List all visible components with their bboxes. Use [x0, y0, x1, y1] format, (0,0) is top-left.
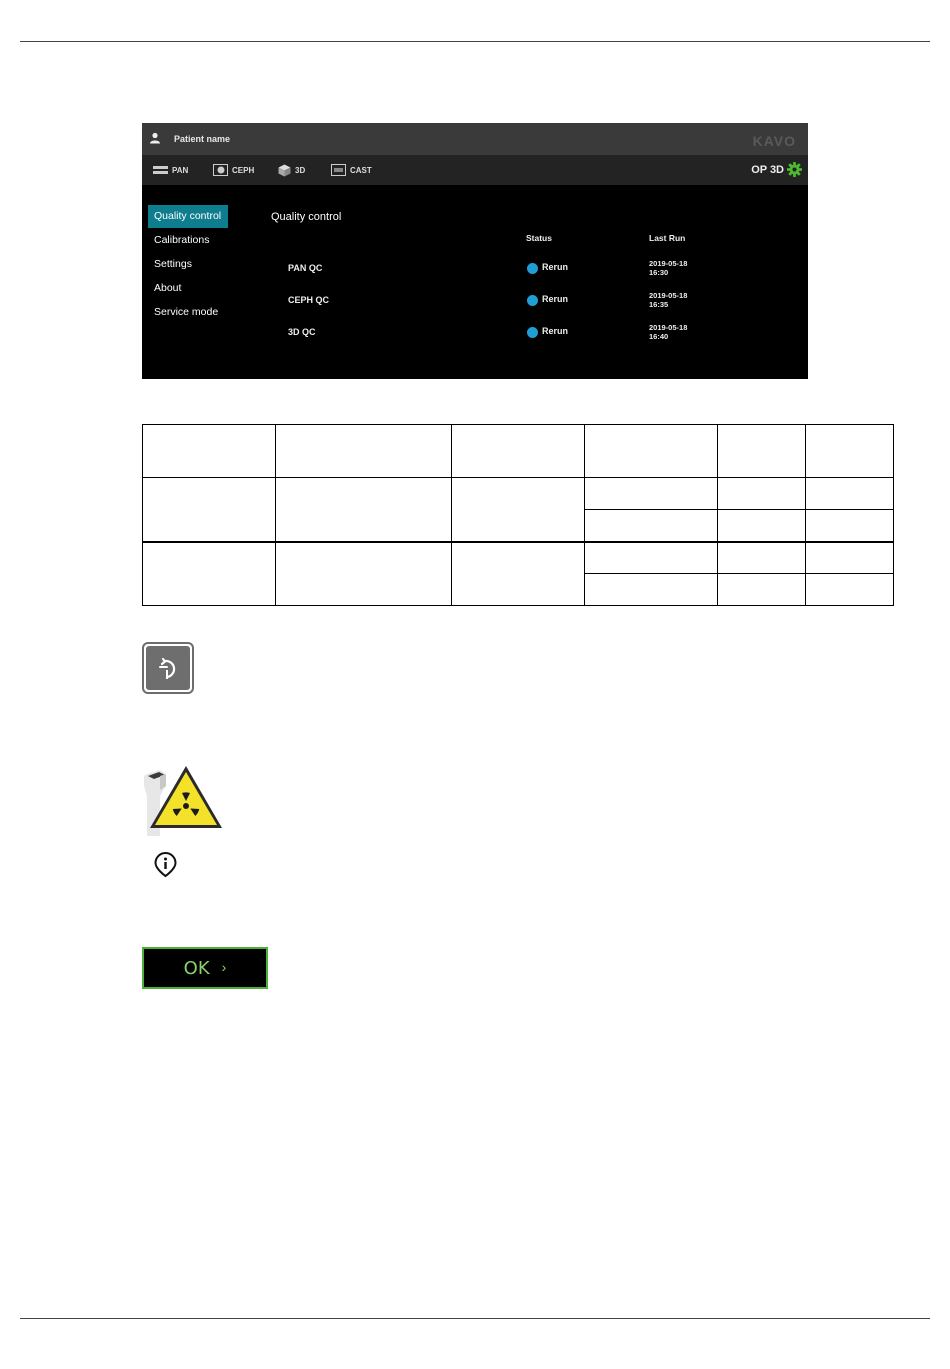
table-header-cell — [584, 424, 718, 478]
ceph-icon — [213, 164, 228, 176]
ok-button-label: OK — [183, 957, 210, 979]
mode-cast-button[interactable] — [331, 163, 372, 177]
mode-pan-button[interactable] — [153, 163, 188, 177]
mode-ceph-button[interactable] — [213, 163, 254, 177]
table-cell — [275, 477, 452, 543]
pan-icon — [153, 165, 168, 175]
nav-item-quality-control[interactable]: Quality control — [148, 205, 228, 228]
undo-button[interactable] — [142, 642, 194, 694]
last-run-date: 2019-05-18 — [649, 291, 688, 300]
footer-rule — [20, 1318, 930, 1319]
cast-icon — [331, 164, 346, 176]
last-run-time: 16:35 — [649, 300, 669, 309]
chevron-right-icon: › — [221, 959, 227, 975]
table-cell — [275, 541, 452, 606]
qc-name: PAN QC — [288, 263, 323, 273]
table-cell — [717, 509, 806, 543]
nav-item-calibrations[interactable]: Calibrations — [154, 234, 210, 246]
document-table — [142, 424, 894, 606]
qc-row — [142, 256, 808, 282]
header-rule — [20, 41, 930, 42]
rerun-button[interactable]: Rerun — [542, 294, 569, 304]
table-header-cell — [275, 424, 452, 478]
table-cell — [584, 573, 718, 606]
info-icon — [153, 851, 178, 878]
table-cell — [805, 573, 894, 606]
table-header-cell — [142, 424, 276, 478]
table-cell — [142, 477, 276, 543]
last-run-date: 2019-05-18 — [649, 323, 688, 332]
table-cell — [717, 477, 806, 510]
table-cell — [584, 477, 718, 510]
qc-name: CEPH QC — [288, 295, 330, 305]
mode-pan-label: PAN — [172, 165, 189, 175]
column-header-status: Status — [526, 233, 552, 243]
column-header-last-run: Last Run — [649, 233, 686, 243]
nav-item-service-mode[interactable]: Service mode — [154, 306, 219, 318]
undo-button-face — [146, 646, 190, 690]
table-cell — [451, 541, 585, 606]
table-header-cell — [805, 424, 894, 478]
mode-3d-label: 3D — [295, 165, 306, 175]
table-header-cell — [717, 424, 806, 478]
nav-item-about[interactable]: About — [154, 282, 182, 294]
undo-icon — [155, 655, 181, 681]
rerun-button[interactable]: Rerun — [542, 326, 569, 336]
mode-cast-label: CAST — [350, 165, 372, 175]
device-selector[interactable] — [751, 162, 802, 177]
status-dot — [527, 295, 538, 306]
qc-row — [142, 288, 808, 314]
table-cell — [584, 509, 718, 543]
table-cell — [805, 509, 894, 543]
device-ui-screenshot — [142, 123, 808, 379]
qc-name: 3D QC — [288, 327, 316, 337]
mode-ceph-label: CEPH — [232, 165, 255, 175]
last-run-date: 2019-05-18 — [649, 259, 688, 268]
status-dot — [527, 263, 538, 274]
mode-3d-button[interactable] — [278, 163, 305, 177]
patient-bar — [142, 123, 808, 155]
nav-item-settings[interactable]: Settings — [154, 258, 192, 270]
panel-title: Quality control — [271, 211, 342, 223]
status-dot — [527, 327, 538, 338]
table-cell — [584, 541, 718, 574]
rerun-button[interactable]: Rerun — [542, 262, 569, 272]
table-cell — [717, 541, 806, 574]
table-header-cell — [451, 424, 585, 478]
table-cell — [717, 573, 806, 606]
last-run-time: 16:40 — [649, 332, 669, 341]
table-cell — [451, 477, 585, 543]
patient-name[interactable]: Patient name — [174, 134, 231, 144]
table-cell — [805, 541, 894, 574]
person-icon — [149, 132, 161, 144]
table-cell — [142, 541, 276, 606]
ok-button[interactable] — [142, 947, 268, 989]
table-cell — [805, 477, 894, 510]
gear-icon[interactable] — [787, 162, 802, 177]
cube-icon — [278, 164, 291, 177]
brand-logo: KAVO — [752, 133, 796, 149]
device-label: OP 3D — [751, 163, 784, 176]
mode-bar — [142, 155, 808, 185]
radiation-warning-icon — [140, 762, 224, 836]
qc-row — [142, 320, 808, 346]
last-run-time: 16:30 — [649, 268, 669, 277]
